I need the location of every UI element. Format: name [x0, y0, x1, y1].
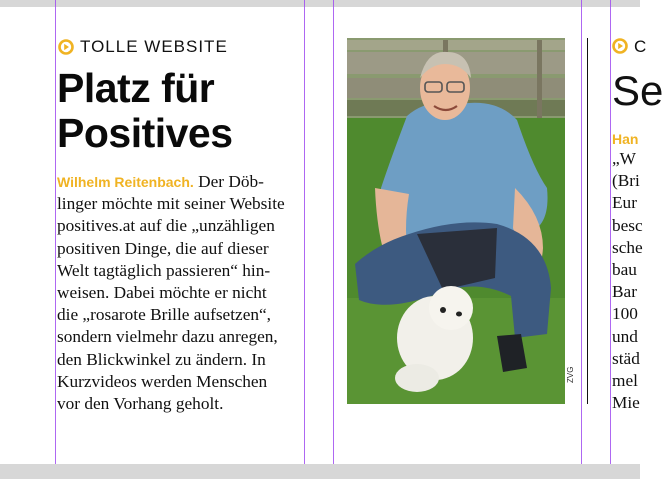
body-line: positives.at auf die „unzähligen [57, 216, 275, 236]
body-line: den Blickwinkel zu ändern. In [57, 349, 266, 369]
body-text: Der Döb- [193, 172, 264, 191]
column-divider [587, 38, 588, 404]
next-kicker: C [634, 37, 647, 56]
body-line: Welt tagtäglich passieren“ hin- [57, 260, 271, 280]
body-line: Kurzvideos werden Menschen [57, 371, 268, 391]
next-article-peek [612, 0, 663, 464]
page-bottom-band [0, 464, 640, 479]
body-line: weisen. Dabei möchte er nicht [57, 283, 267, 303]
next-body-line: und [612, 326, 638, 346]
next-author: Han [612, 131, 639, 147]
page-top-band [0, 0, 640, 7]
next-body-line: 100 [612, 304, 638, 324]
photo-credit: ZVG [566, 366, 575, 383]
body-line [57, 171, 312, 193]
article-body [57, 171, 312, 415]
body-line: die „rosarote Brille aufsetzen“, [57, 305, 271, 325]
next-body-line: sche [612, 237, 643, 257]
next-body [612, 148, 643, 414]
next-body-line: „W [612, 149, 636, 168]
author-name: Wilhelm Reitenbach. [57, 174, 194, 190]
next-body-line: Mie [612, 393, 640, 413]
play-circle-icon [58, 39, 74, 55]
column-guide [610, 0, 611, 479]
column-guide [55, 0, 56, 479]
column-guide [581, 0, 582, 479]
body-line: linger möchte mit seiner Website [57, 194, 285, 214]
kicker-label: TOLLE WEBSITE [80, 37, 228, 56]
next-body-line: besc [612, 215, 643, 235]
body-line: vor den Vorhang geholt. [57, 394, 224, 414]
next-body-line: städ [612, 348, 640, 368]
article-headline [57, 66, 233, 156]
article-photo [347, 38, 565, 404]
next-body-line: Bar [612, 282, 637, 302]
column-guide [333, 0, 334, 479]
headline-line: Positives [57, 110, 233, 156]
photo-man-with-dog [347, 38, 565, 404]
next-headline: Se [612, 67, 663, 114]
play-circle-icon [612, 38, 628, 54]
next-body-line: mel [612, 371, 638, 391]
body-line: positiven Dinge, die auf dieser [57, 238, 269, 258]
headline-line: Platz für [57, 65, 215, 111]
next-body-line: Eur [612, 193, 637, 213]
article-kicker [58, 37, 228, 57]
body-line: sondern vielmehr dazu anregen, [57, 327, 278, 347]
next-body-line: (Bri [612, 171, 640, 191]
next-body-line: bau [612, 260, 637, 280]
